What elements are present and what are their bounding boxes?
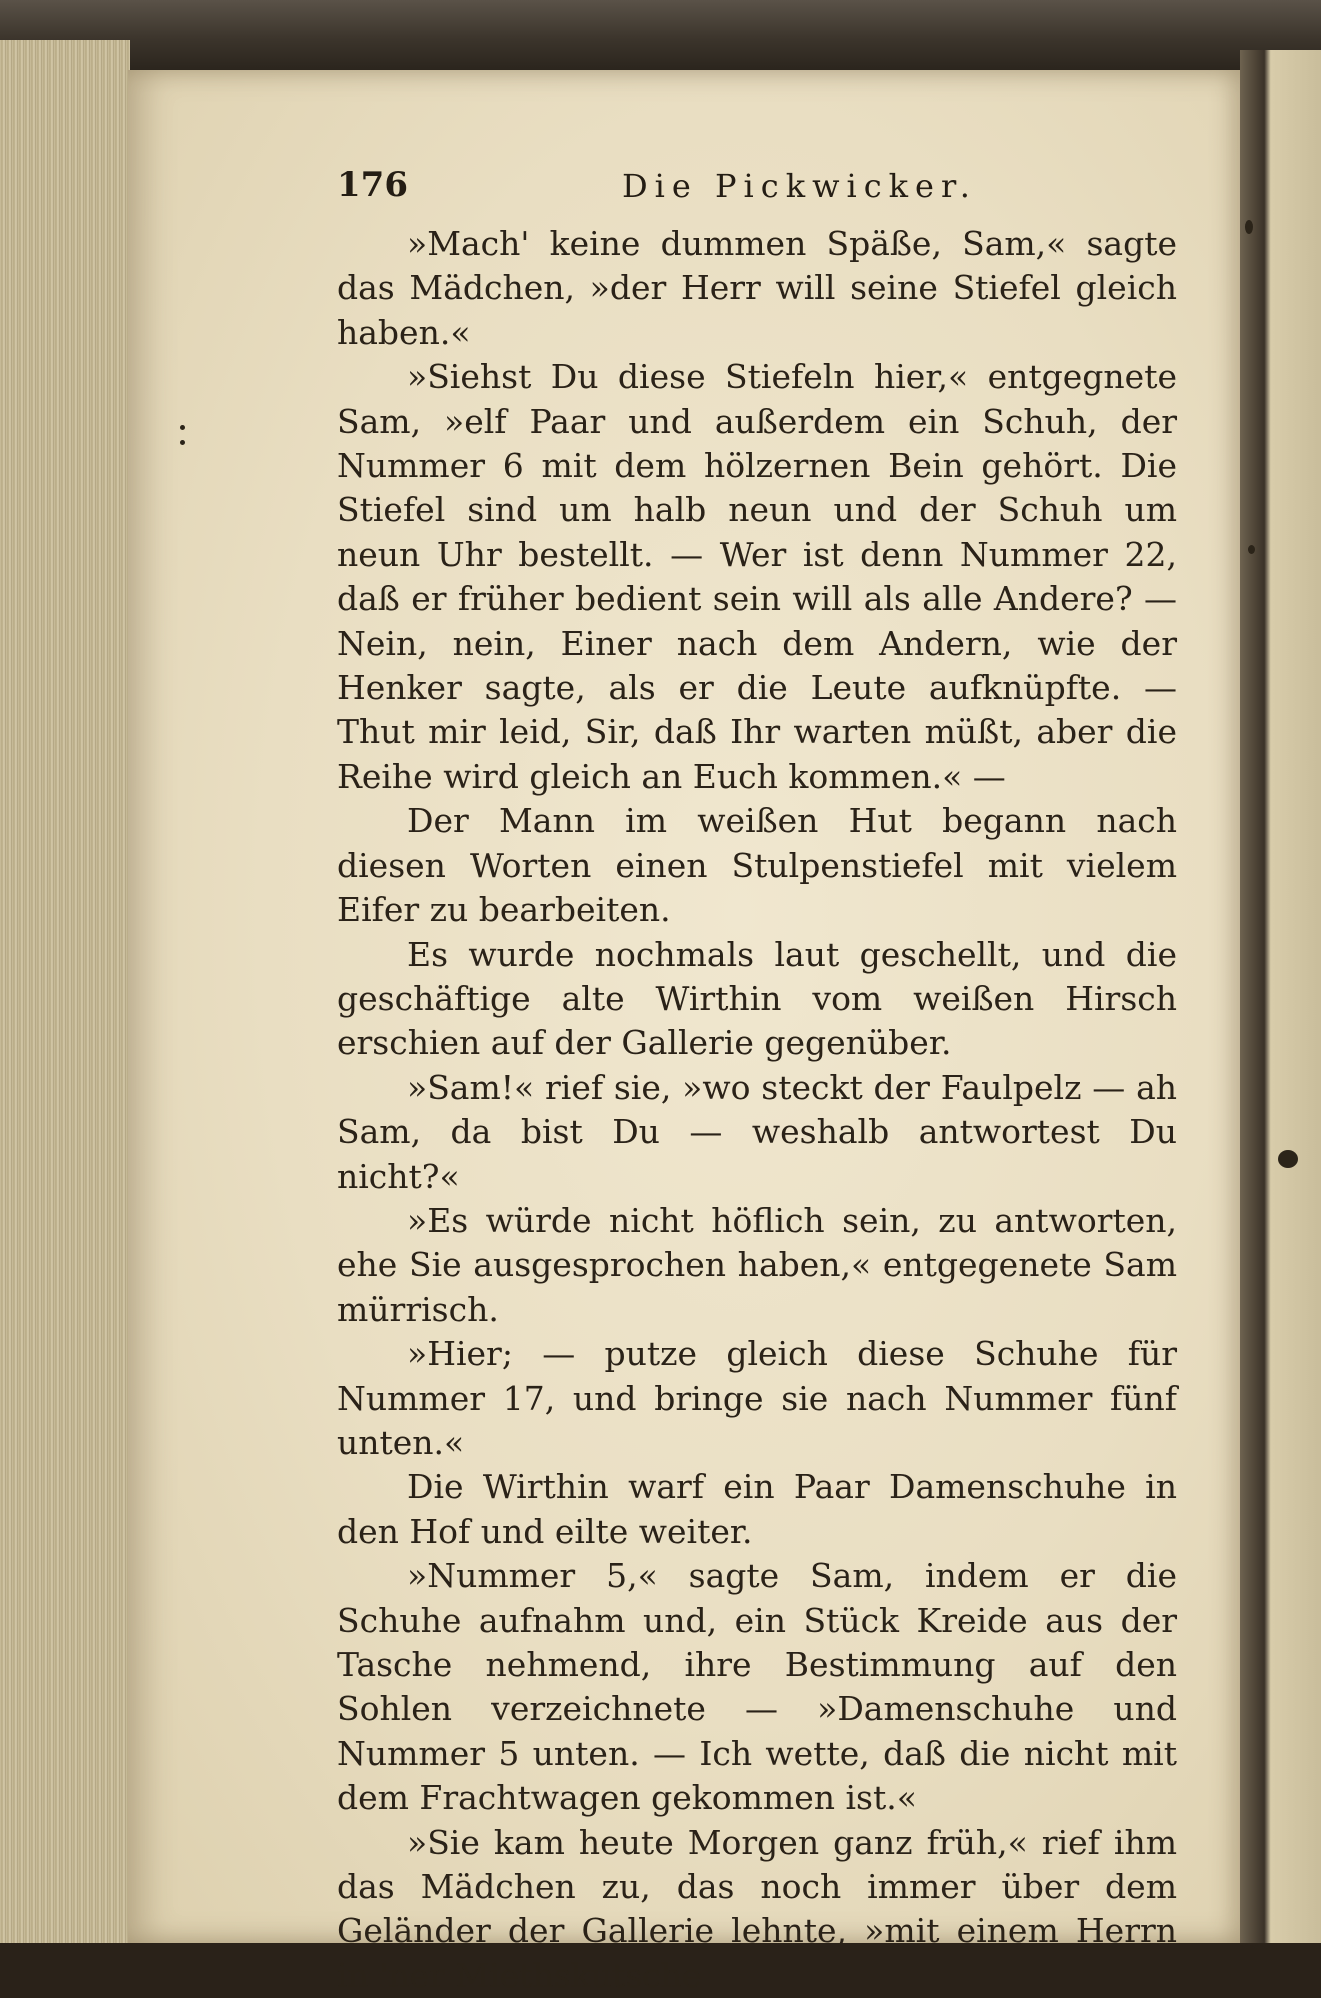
ink-speck (1245, 220, 1253, 234)
paragraph: »Sam!« rief sie, »wo steckt der Faulpelz — ah Sam, da bist Du — weshalb antwortest Du nicht?« (337, 1067, 1177, 1196)
page-edge-right (1240, 50, 1321, 1943)
ink-speck (1248, 545, 1255, 554)
paragraph: »Es würde nicht höflich sein, zu antworten, ehe Sie ausgesprochen haben,« entgegenete Sam mürrisch. (337, 1200, 1177, 1329)
paragraph: Der Mann im weißen Hut begann nach diesen Worten einen Stulpenstiefel mit vielem Eifer zu bearbeiten. (337, 801, 1177, 930)
paragraph: Die Wirthin warf ein Paar Damenschuhe in den Hof und eilte weiter. (337, 1467, 1177, 1551)
ink-speck (180, 440, 185, 445)
paragraph: »Siehst Du diese Stiefeln hier,« entgegnete Sam, »elf Paar und außerdem ein Schuh, der Nummer 6 mit dem hölzernen Bein gehört. Die Stiefel sind um halb neun und der Schuh um neun Uhr bestellt. — Wer ist denn Nummer 22, daß er früher bedient sein will als alle Andere? — Nein, nein, Einer nach dem Andern, wie der Henker sagte, als er die Leute aufknüpfte. — Thut mir leid, Sir, daß Ihr warten müßt, aber die Reihe wird gleich an Euch kommen.« — (337, 357, 1177, 796)
page-number: 176 (337, 165, 408, 205)
paragraph: »Nummer 5,« sagte Sam, indem er die Schuhe aufnahm und, ein Stück Kreide aus der Tasche nehmend, ihre Bestimmung auf den Sohlen verzeichnete — »Damenschuhe und Nummer 5 unten. — Ich wette, daß die nicht mit dem Frachtwagen gekommen ist.« (337, 1556, 1177, 1818)
page-edges-left (0, 40, 130, 1943)
ink-speck (1278, 1150, 1298, 1168)
paragraph: »Sie kam heute Morgen ganz früh,« rief ihm das Mädchen zu, das noch immer über dem Geländer der Gallerie lehnte, »mit einem Herrn in 'ner Miethskutsche (337, 1822, 1177, 1995)
body-text (337, 222, 1177, 1998)
page-header (337, 165, 1187, 215)
paragraph: Es wurde nochmals laut geschellt, und die geschäftige alte Wirthin vom weißen Hirsch erschien auf der Gallerie gegenüber. (337, 934, 1177, 1063)
book-cover-top (0, 0, 1321, 70)
paragraph: »Mach' keine dummen Späße, Sam,« sagte das Mädchen, »der Herr will seine Stiefel gleich haben.« (337, 224, 1177, 352)
running-title: Die Pickwicker. (622, 167, 977, 205)
ink-speck (180, 425, 185, 430)
paragraph: »Hier; — putze gleich diese Schuhe für Nummer 17, und bringe sie nach Nummer fünf unten.« (337, 1334, 1177, 1462)
